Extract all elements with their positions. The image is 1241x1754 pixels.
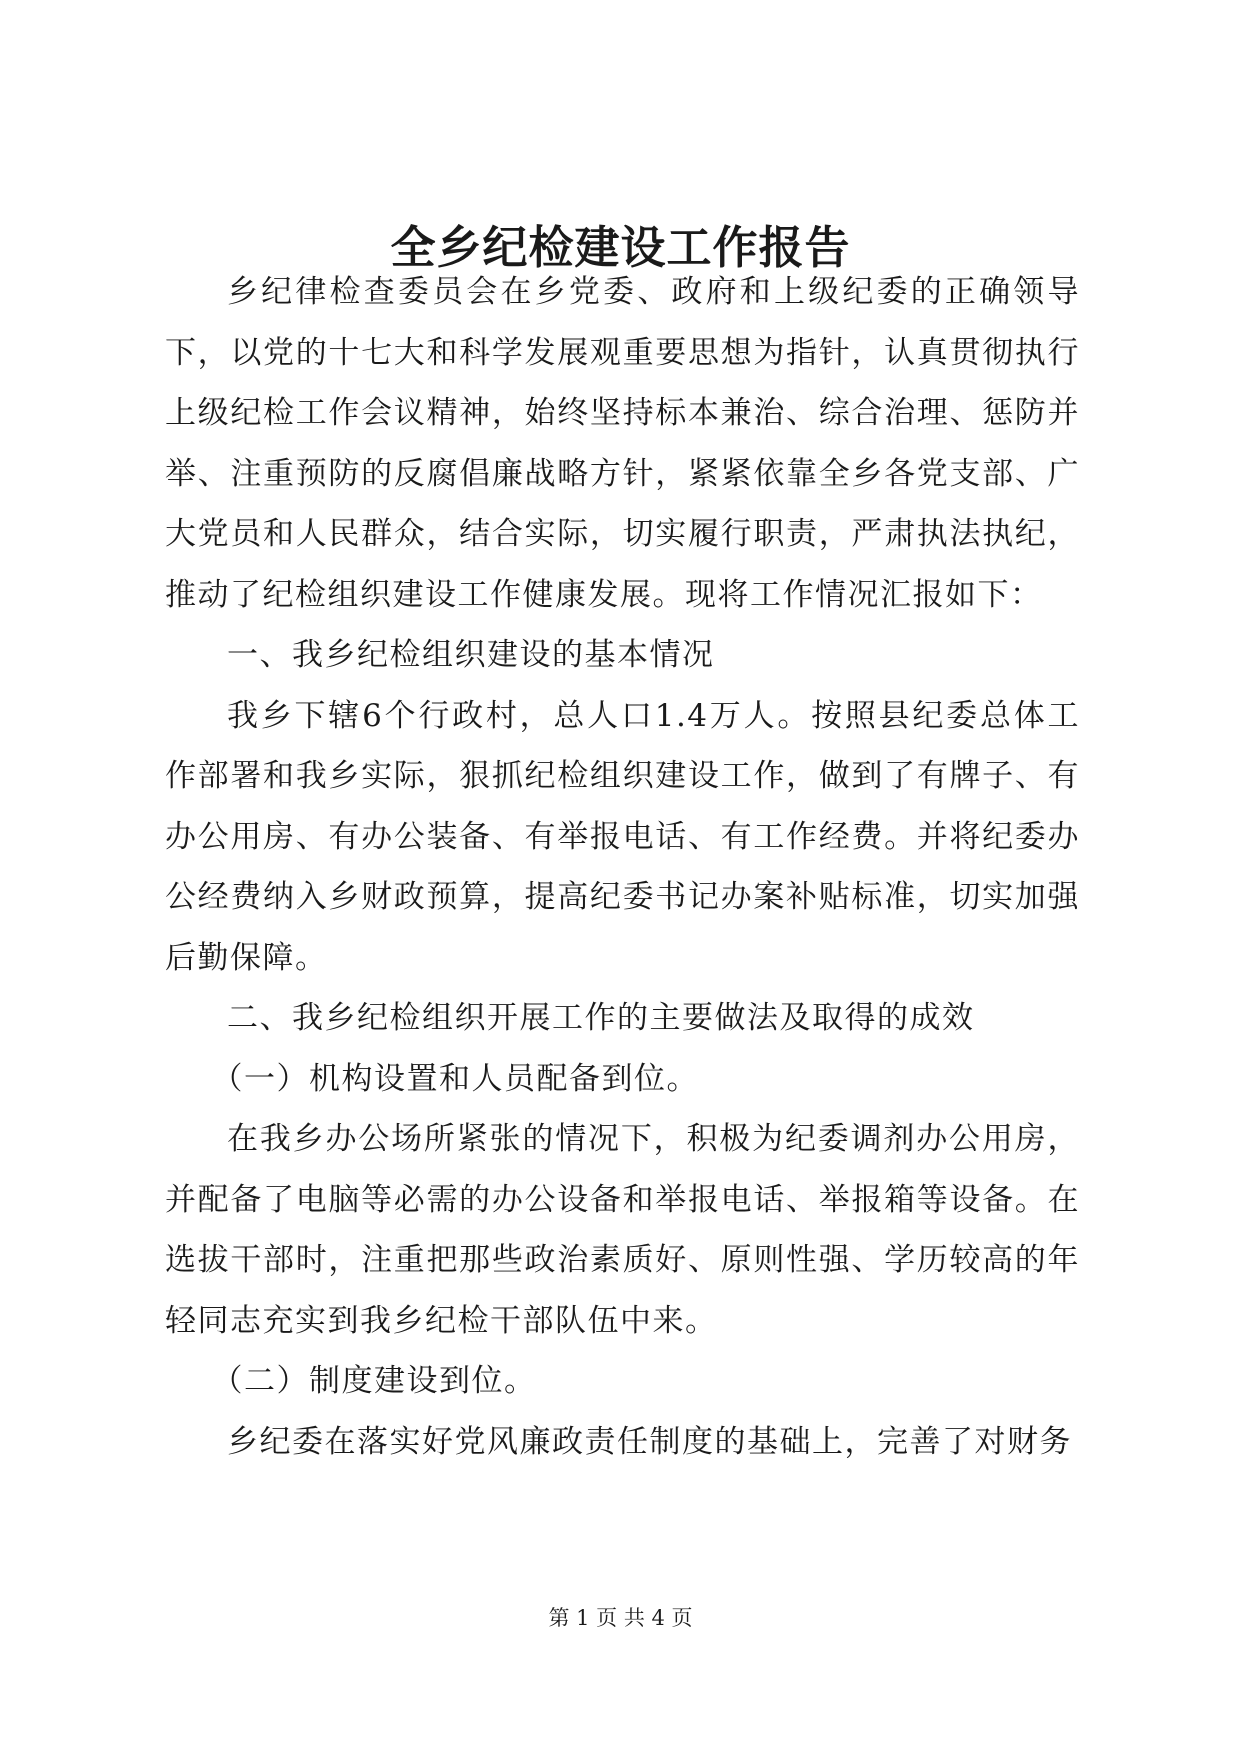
section-heading-1: 一、我乡纪检组织建设的基本情况 — [227, 637, 715, 673]
document-body — [165, 262, 1080, 1472]
subsection-heading-2: （二）制度建设到位。 — [211, 1363, 537, 1399]
paragraph-basic-situation: 我乡下辖6个行政村，总人口1.4万人。按照县纪委总体工作部署和我乡实际，狠抓纪检组织建设工作，做到了有牌子、有办公用房、有办公装备、有举报电话、有工作经费。并将纪委办公经费纳入乡财政预算，提高纪委书记办案补贴标准，切实加强后勤保障。 — [165, 697, 1080, 976]
section-heading-2: 二、我乡纪检组织开展工作的主要做法及取得的成效 — [227, 1000, 975, 1036]
page-number-footer: 第 1 页 共 4 页 — [548, 1606, 693, 1630]
paragraph-system-building: 乡纪委在落实好党风廉政责任制度的基础上，完善了对财务 — [227, 1423, 1072, 1460]
document-title: 全乡纪检建设工作报告 — [390, 221, 851, 274]
paragraph-staffing: 在我乡办公场所紧张的情况下，积极为纪委调剂办公用房，并配备了电脑等必需的办公设备和举报电话、举报箱等设备。在选拔干部时，注重把那些政治素质好、原则性强、学历较高的年轻同志充实到我乡纪检干部队伍中来。 — [165, 1121, 1080, 1339]
subsection-heading-1: （一）机构设置和人员配备到位。 — [211, 1060, 699, 1097]
paragraph-intro: 乡纪律检查委员会在乡党委、政府和上级纪委的正确领导下，以党的十七大和科学发展观重要思想为指针，认真贯彻执行上级纪检工作会议精神，始终坚持标本兼治、综合治理、惩防并举、注重预防的反腐倡廉战略方针，紧紧依靠全乡各党支部、广大党员和人民群众，结合实际，切实履行职责，严肃执法执纪，推动了纪检组织建设工作健康发展。现将工作情况汇报如下： — [165, 274, 1080, 613]
